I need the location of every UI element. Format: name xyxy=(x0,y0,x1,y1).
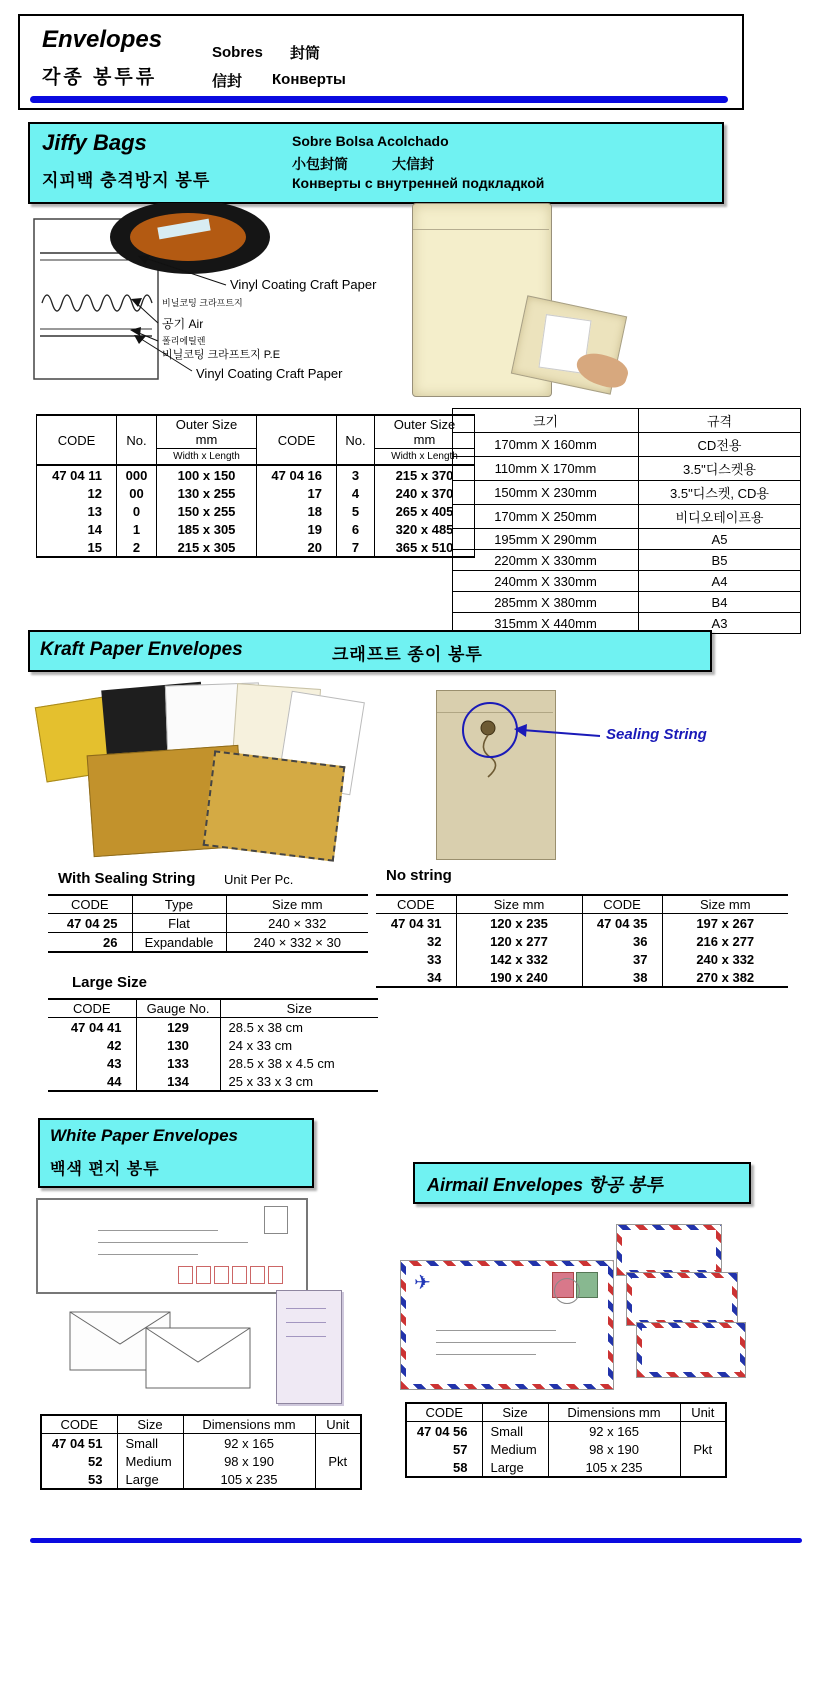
size-cell: Large xyxy=(482,1458,548,1477)
code-cell: 13 xyxy=(37,502,117,520)
no-cell: 6 xyxy=(337,520,375,538)
code-cell: 47 04 25 xyxy=(48,914,132,933)
mm-label: mm xyxy=(195,432,218,447)
address-line xyxy=(98,1242,248,1243)
size-cell: 285mm X 380mm xyxy=(453,592,639,613)
size-cell: 120 x 277 xyxy=(456,932,582,950)
address-line xyxy=(436,1342,576,1343)
airplane-icon: ✈ xyxy=(414,1272,431,1294)
diagram-label-bottom: Vinyl Coating Craft Paper xyxy=(196,366,343,381)
table-row xyxy=(406,1440,726,1458)
standard-cell: CD전용 xyxy=(639,433,801,457)
outer-size-label: Outer Size xyxy=(175,417,238,432)
diagram-label-pe: 비닐코팅 크라프트지 P.E xyxy=(162,349,281,361)
table-header-row xyxy=(48,999,378,1018)
pad-line xyxy=(286,1336,326,1337)
jiffy-subtitle-spanish: Sobre Bolsa Acolchado xyxy=(292,133,449,149)
size-cell: 315mm X 440mm xyxy=(453,613,639,634)
jiffy-title-korean: 지피백 충격방지 봉투 xyxy=(42,171,211,190)
code-cell: 57 xyxy=(406,1440,482,1458)
size-cell: 150 x 255 xyxy=(157,502,257,520)
dimensions-cell: 105 x 235 xyxy=(183,1470,315,1489)
sealing-string-arrow xyxy=(512,718,604,748)
white-paper-title-korean: 백색 편지 봉투 xyxy=(50,1161,160,1178)
size-cell: Small xyxy=(117,1434,183,1453)
white-paper-section-header xyxy=(38,1118,314,1188)
col-header-code: CODE xyxy=(48,999,136,1018)
col-header-type: Type xyxy=(132,895,226,914)
size-cell: Small xyxy=(482,1422,548,1441)
airmail-title: Airmail Envelopes 항공 봉투 xyxy=(427,1175,663,1195)
size-cell: 25 x 33 x 3 cm xyxy=(220,1072,378,1091)
size-cell: 240 × 332 × 30 xyxy=(226,933,368,953)
page-title: Envelopes xyxy=(42,26,163,53)
unit-per-pc-label: Unit Per Pc. xyxy=(224,872,294,887)
table-row xyxy=(37,465,475,484)
standard-cell: A5 xyxy=(639,529,801,550)
code-cell: 34 xyxy=(376,968,456,987)
with-string-title: With Sealing String xyxy=(58,870,196,887)
size-cell: 240 x 370 xyxy=(375,484,475,502)
airmail-envelope-face xyxy=(406,1266,608,1384)
code-cell: 44 xyxy=(48,1072,136,1091)
airmail-envelope-shape xyxy=(400,1260,614,1390)
col-header-outer-size xyxy=(157,415,257,449)
col-header-size: Size mm xyxy=(226,895,368,914)
table-row xyxy=(453,481,801,505)
size-cell: 220mm X 330mm xyxy=(453,550,639,571)
jiffy-bags-section-header xyxy=(28,122,724,204)
table-header-row xyxy=(37,415,475,449)
col-header-unit: Unit xyxy=(680,1403,726,1422)
col-header-size: Size mm xyxy=(456,895,582,914)
airmail-table xyxy=(405,1402,727,1478)
standard-cell: B5 xyxy=(639,550,801,571)
table-row xyxy=(376,932,788,950)
col-header-code: CODE xyxy=(37,415,117,465)
table-row xyxy=(41,1470,361,1489)
code-cell: 20 xyxy=(257,538,337,557)
table-row xyxy=(453,505,801,529)
outer-size-label: Outer Size xyxy=(393,417,456,432)
code-cell: 37 xyxy=(582,950,662,968)
col-header-size: 크기 xyxy=(453,409,639,433)
table-row xyxy=(406,1422,726,1441)
code-cell: 47 04 35 xyxy=(582,914,662,933)
width-length-label: Width x Length xyxy=(157,449,257,466)
size-cell: 120 x 235 xyxy=(456,914,582,933)
table-row xyxy=(41,1452,361,1470)
table-header-row xyxy=(406,1403,726,1422)
code-cell: 33 xyxy=(376,950,456,968)
table-row xyxy=(48,1036,378,1054)
jiffy-subtitle-chinese: 小包封筒 xyxy=(292,156,348,172)
size-cell: 28.5 x 38 x 4.5 cm xyxy=(220,1054,378,1072)
code-cell: 26 xyxy=(48,933,132,953)
size-cell: 24 x 33 cm xyxy=(220,1036,378,1054)
col-header-size: Size mm xyxy=(662,895,788,914)
size-cell: Large xyxy=(117,1470,183,1489)
size-cell: 270 x 382 xyxy=(662,968,788,987)
code-cell: 18 xyxy=(257,502,337,520)
type-cell: Expandable xyxy=(132,933,226,953)
stamp-box-shape xyxy=(264,1206,288,1234)
code-cell: 47 04 31 xyxy=(376,914,456,933)
page-title-japanese: 封筒 xyxy=(290,45,321,62)
header-divider-line xyxy=(30,96,728,103)
col-header-gauge: Gauge No. xyxy=(136,999,220,1018)
no-cell: 7 xyxy=(337,538,375,557)
pad-line xyxy=(286,1308,326,1309)
col-header-size: Size xyxy=(482,1403,548,1422)
table-row xyxy=(37,484,475,502)
table-row xyxy=(41,1434,361,1453)
jiffy-bags-codes-table xyxy=(36,414,475,558)
table-row xyxy=(48,914,368,933)
kraft-section-header xyxy=(28,630,712,672)
col-header-dimensions: Dimensions mm xyxy=(548,1403,680,1422)
address-line xyxy=(98,1254,198,1255)
standard-cell: 비디오테이프용 xyxy=(639,505,801,529)
type-cell: Flat xyxy=(132,914,226,933)
col-header-standard: 규격 xyxy=(639,409,801,433)
diagram-label-top: Vinyl Coating Craft Paper xyxy=(230,277,377,292)
airmail-envelope-small-shape xyxy=(626,1272,738,1326)
size-cell: 170mm X 160mm xyxy=(453,433,639,457)
address-line xyxy=(436,1330,556,1331)
table-row xyxy=(48,1018,378,1037)
code-cell: 32 xyxy=(376,932,456,950)
table-row xyxy=(376,968,788,987)
jiffy-envelope-flap-line xyxy=(413,229,549,230)
table-row xyxy=(48,1054,378,1072)
gauge-cell: 129 xyxy=(136,1018,220,1037)
no-cell: 4 xyxy=(337,484,375,502)
no-cell: 00 xyxy=(117,484,157,502)
standard-cell: A4 xyxy=(639,571,801,592)
diagram-label-air: 공기 Air xyxy=(162,317,204,331)
size-cell: 110mm X 170mm xyxy=(453,457,639,481)
col-header-size: Size xyxy=(220,999,378,1018)
size-cell: 150mm X 230mm xyxy=(453,481,639,505)
no-cell: 000 xyxy=(117,465,157,484)
table-row xyxy=(453,550,801,571)
table-row xyxy=(453,529,801,550)
airmail-envelope-small-shape xyxy=(636,1322,746,1378)
address-line xyxy=(98,1230,218,1231)
code-cell: 47 04 16 xyxy=(257,465,337,484)
table-row xyxy=(453,592,801,613)
dimensions-cell: 105 x 235 xyxy=(548,1458,680,1477)
code-cell: 58 xyxy=(406,1458,482,1477)
dimensions-cell: 98 x 190 xyxy=(183,1452,315,1470)
table-row xyxy=(406,1458,726,1477)
code-cell: 36 xyxy=(582,932,662,950)
code-cell: 19 xyxy=(257,520,337,538)
code-cell: 47 04 56 xyxy=(406,1422,482,1441)
white-envelopes-photo xyxy=(28,1192,378,1404)
size-cell: Medium xyxy=(482,1440,548,1458)
airmail-envelope-small-shape xyxy=(616,1224,722,1276)
table-header-row xyxy=(41,1415,361,1434)
page-header xyxy=(18,14,744,110)
airmail-section-header xyxy=(413,1162,751,1204)
sealing-string-highlight-circle xyxy=(462,702,518,758)
dimensions-cell: 98 x 190 xyxy=(548,1440,680,1458)
col-header-unit: Unit xyxy=(315,1415,361,1434)
gauge-cell: 134 xyxy=(136,1072,220,1091)
table-header-row xyxy=(376,895,788,914)
table-row xyxy=(376,950,788,968)
size-cell: 216 x 277 xyxy=(662,932,788,950)
page-title-chinese: 信封 xyxy=(212,73,243,90)
col-header-code: CODE xyxy=(41,1415,117,1434)
gauge-cell: 130 xyxy=(136,1036,220,1054)
size-cell: 240 × 332 xyxy=(226,914,368,933)
code-cell: 15 xyxy=(37,538,117,557)
no-cell: 2 xyxy=(117,538,157,557)
table-row xyxy=(376,914,788,933)
no-string-title: No string xyxy=(386,867,452,884)
table-row xyxy=(48,933,368,953)
postal-code-boxes xyxy=(178,1266,286,1289)
col-header-code: CODE xyxy=(376,895,456,914)
gauge-cell: 133 xyxy=(136,1054,220,1072)
jiffy-bag-photo xyxy=(400,203,630,403)
code-cell: 47 04 11 xyxy=(37,465,117,484)
size-cell: 265 x 405 xyxy=(375,502,475,520)
kraft-sealing-string-photo xyxy=(428,688,728,866)
size-cell: 215 x 370 xyxy=(375,465,475,484)
size-cell: 215 x 305 xyxy=(157,538,257,557)
col-header-code: CODE xyxy=(406,1403,482,1422)
jiffy-subtitle-russian: Конверты с внутренней подкладкой xyxy=(292,175,545,191)
table-header-row xyxy=(453,409,801,433)
address-line xyxy=(436,1354,536,1355)
size-cell: 190 x 240 xyxy=(456,968,582,987)
size-cell: 240 x 332 xyxy=(662,950,788,968)
col-header-no: No. xyxy=(117,415,157,465)
standard-cell: A3 xyxy=(639,613,801,634)
table-row xyxy=(37,538,475,557)
size-cell: 240mm X 330mm xyxy=(453,571,639,592)
no-cell: 3 xyxy=(337,465,375,484)
dimensions-cell: 92 x 165 xyxy=(183,1434,315,1453)
size-cell: 365 x 510 xyxy=(375,538,475,557)
diagram-label-top-korean: 비닐코팅 크라프트지 xyxy=(162,298,243,308)
col-header-size: Size xyxy=(117,1415,183,1434)
code-cell: 43 xyxy=(48,1054,136,1072)
white-paper-title: White Paper Envelopes xyxy=(50,1126,238,1145)
table-row xyxy=(48,1072,378,1091)
large-size-title: Large Size xyxy=(72,974,148,991)
code-cell: 42 xyxy=(48,1036,136,1054)
code-cell: 14 xyxy=(37,520,117,538)
standard-cell: B4 xyxy=(639,592,801,613)
kraft-title-korean: 크래프트 종이 봉투 xyxy=(332,645,483,664)
kraft-envelopes-photo xyxy=(38,684,378,864)
no-cell: 0 xyxy=(117,502,157,520)
jiffy-size-spec-table xyxy=(452,408,801,634)
size-cell: 100 x 150 xyxy=(157,465,257,484)
code-cell: 17 xyxy=(257,484,337,502)
jiffy-structure-diagram xyxy=(30,203,425,401)
col-header-code: CODE xyxy=(48,895,132,914)
unit-cell: Pkt xyxy=(315,1434,361,1490)
kraft-title: Kraft Paper Envelopes xyxy=(40,639,243,660)
sealing-string-label: Sealing String xyxy=(606,726,707,743)
with-string-table xyxy=(48,894,368,953)
size-cell: 130 x 255 xyxy=(157,484,257,502)
size-cell: 185 x 305 xyxy=(157,520,257,538)
unit-cell: Pkt xyxy=(680,1422,726,1478)
col-header-code: CODE xyxy=(257,415,337,465)
col-header-code: CODE xyxy=(582,895,662,914)
page-title-russian: Конверты xyxy=(272,71,346,88)
size-cell: 195mm X 290mm xyxy=(453,529,639,550)
mm-label: mm xyxy=(413,432,436,447)
code-cell: 38 xyxy=(582,968,662,987)
table-header-row xyxy=(48,895,368,914)
large-size-table xyxy=(48,998,378,1092)
table-row xyxy=(453,433,801,457)
no-cell: 1 xyxy=(117,520,157,538)
standard-cell: 3.5"디스켓, CD용 xyxy=(639,481,801,505)
jiffy-title: Jiffy Bags xyxy=(42,130,147,155)
code-cell: 53 xyxy=(41,1470,117,1489)
code-cell: 47 04 51 xyxy=(41,1434,117,1453)
postmark-circle xyxy=(554,1278,580,1304)
no-cell: 5 xyxy=(337,502,375,520)
code-cell: 12 xyxy=(37,484,117,502)
page-title-spanish: Sobres xyxy=(212,44,263,61)
code-cell: 52 xyxy=(41,1452,117,1470)
size-cell: 197 x 267 xyxy=(662,914,788,933)
code-cell: 47 04 41 xyxy=(48,1018,136,1037)
width-length-label: Width x Length xyxy=(375,449,475,466)
standard-cell: 3.5"디스켓용 xyxy=(639,457,801,481)
diagram-label-pe-korean: 폴리에틸렌 xyxy=(162,336,206,346)
airmail-envelopes-photo xyxy=(398,1222,746,1400)
table-row xyxy=(37,520,475,538)
page-title-korean: 각종 봉투류 xyxy=(42,67,158,88)
size-cell: 28.5 x 38 cm xyxy=(220,1018,378,1037)
size-cell: 320 x 485 xyxy=(375,520,475,538)
jiffy-subtitle-cjk xyxy=(292,154,434,174)
bottom-divider-line xyxy=(30,1538,802,1543)
size-cell: Medium xyxy=(117,1452,183,1470)
table-row xyxy=(453,571,801,592)
size-cell: 170mm X 250mm xyxy=(453,505,639,529)
col-header-no: No. xyxy=(337,415,375,465)
small-envelopes-drawing xyxy=(68,1304,298,1399)
table-row xyxy=(37,502,475,520)
dimensions-cell: 92 x 165 xyxy=(548,1422,680,1441)
table-row xyxy=(453,457,801,481)
col-header-dimensions: Dimensions mm xyxy=(183,1415,315,1434)
size-cell: 142 x 332 xyxy=(456,950,582,968)
envelope-shape-kraft-hatched xyxy=(203,750,346,861)
jiffy-subtitle-japanese: 大信封 xyxy=(392,156,434,172)
no-string-table xyxy=(376,894,788,988)
white-paper-table xyxy=(40,1414,362,1490)
pad-line xyxy=(286,1322,326,1323)
